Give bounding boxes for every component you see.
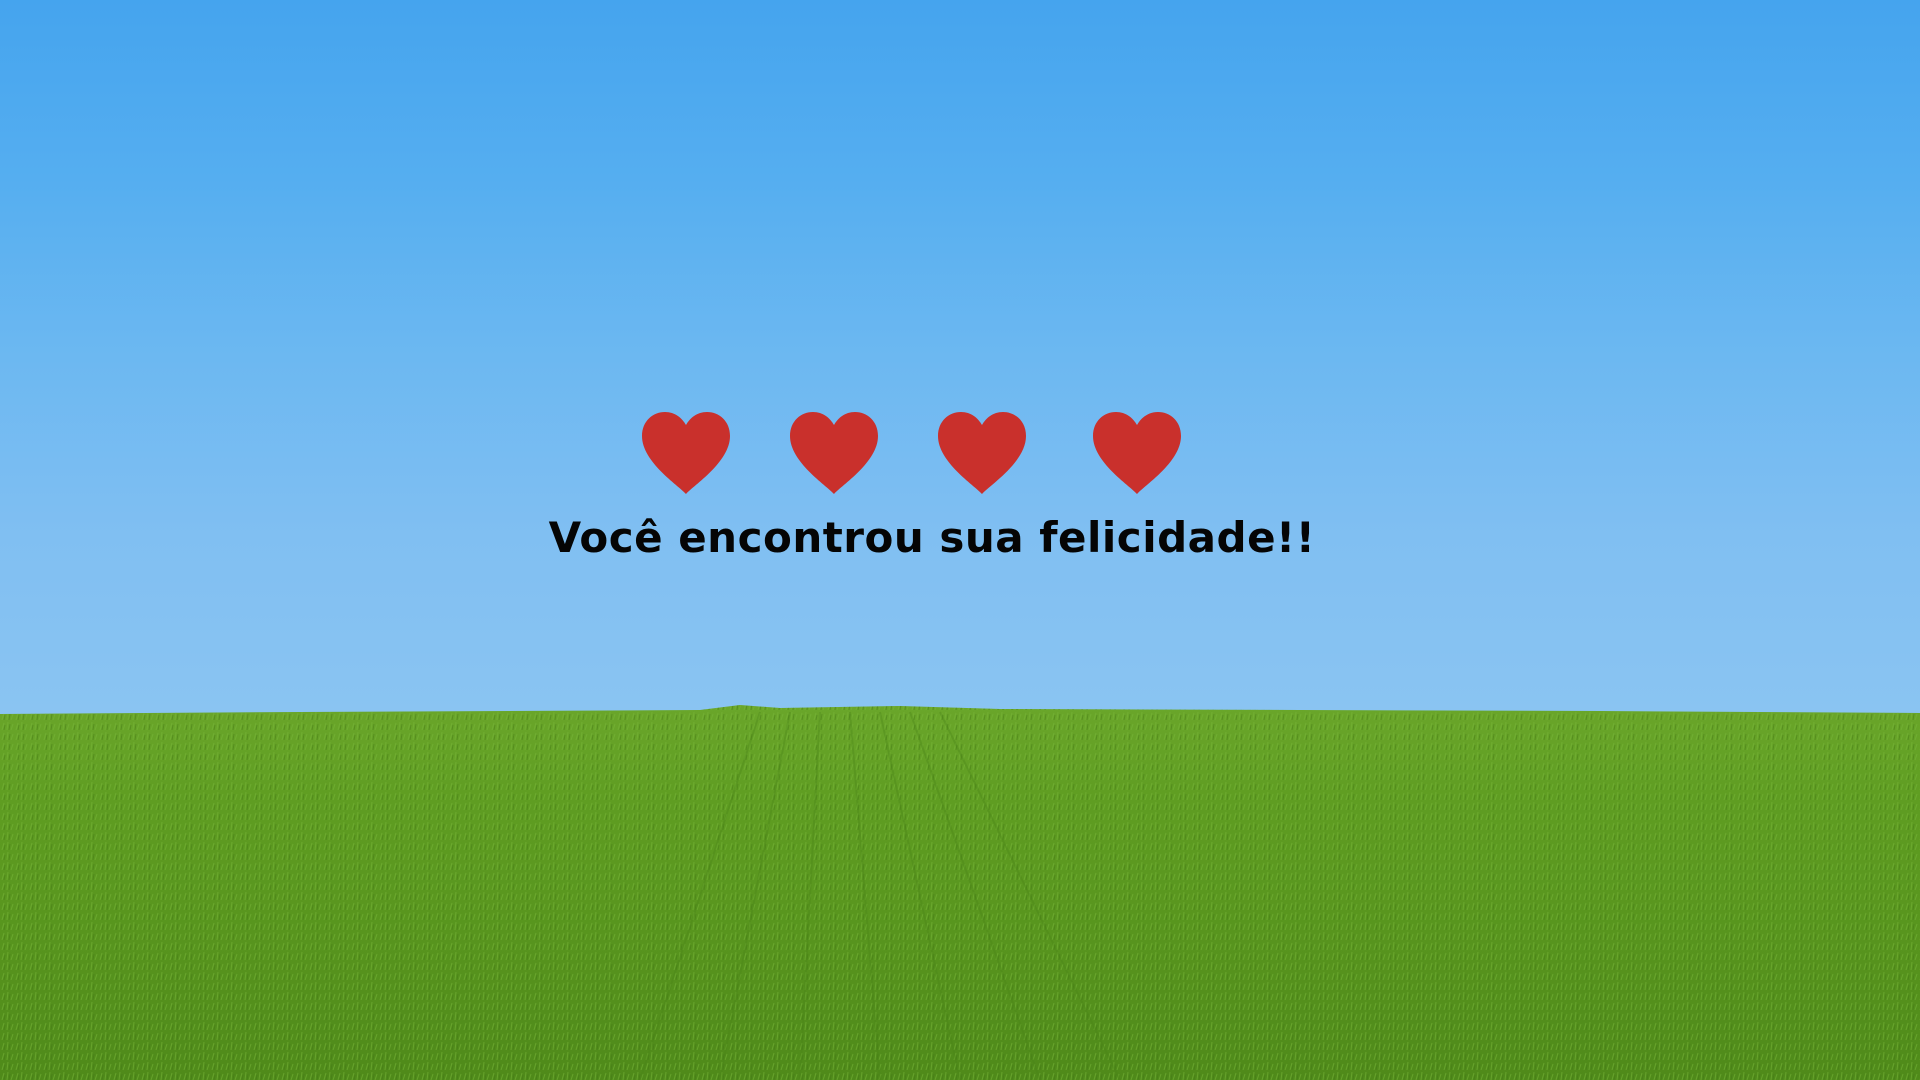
happiness-message: Você encontrou sua felicidade!! xyxy=(548,513,1316,562)
heart-icon xyxy=(638,410,734,496)
heart-icon xyxy=(934,410,1030,496)
heart-icon xyxy=(1089,410,1185,496)
hearts-row xyxy=(0,410,1920,500)
heart-icon xyxy=(786,410,882,496)
